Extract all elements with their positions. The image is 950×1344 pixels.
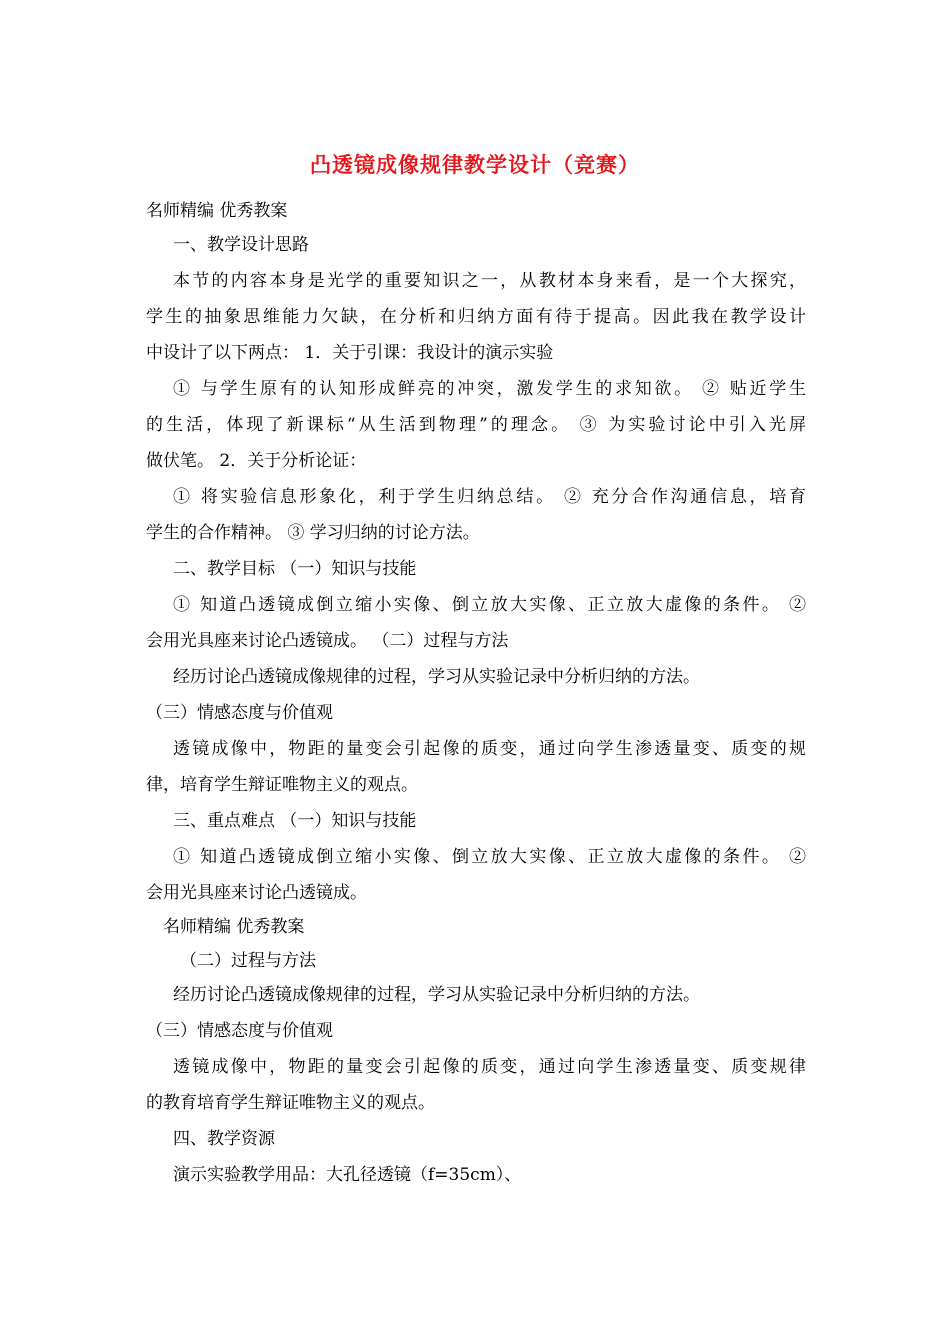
paragraph-line: 经历讨论凸透镜成像规律的过程，学习从实验记录中分析归纳的方法。 [173,667,700,687]
section-heading: 二、教学目标 （一）知识与技能 [173,559,417,579]
header-note: 名师精编 优秀教案 [163,917,305,937]
paragraph-line: 会用光具座来讨论凸透镜成。 （二）过程与方法 [146,631,509,651]
paragraph-line: 学生的抽象思维能力欠缺，在分析和归纳方面有待于提高。因此我在教学设计 [146,307,806,327]
paragraph-line: ① 将实验信息形象化，利于学生归纳总结。 ② 充分合作沟通信息，培育 [173,487,806,507]
paragraph-line: 演示实验教学用品：大孔径透镜（f=35cm）、 [173,1165,522,1185]
subsection-heading: （三）情感态度与价值观 [146,1021,333,1041]
paragraph-line: 透镜成像中，物距的量变会引起像的质变，通过向学生渗透量变、质变的规 [173,739,806,759]
subsection-heading: （二）过程与方法 [180,951,316,971]
section-heading: 一、教学设计思路 [173,235,309,255]
paragraph-line: 中设计了以下两点： 1．关于引课：我设计的演示实验 [146,343,554,363]
paragraph-line: 会用光具座来讨论凸透镜成。 [146,883,367,903]
paragraph-line: 的教育培育学生辩证唯物主义的观点。 [146,1093,435,1113]
paragraph-line: 学生的合作精神。 ③ 学习归纳的讨论方法。 [146,523,480,543]
paragraph-line: ① 知道凸透镜成倒立缩小实像、倒立放大实像、正立放大虚像的条件。 ② [173,595,806,615]
paragraph-line: ① 与学生原有的认知形成鲜亮的冲突，激发学生的求知欲。 ② 贴近学生 [173,379,806,399]
paragraph-line: 律，培育学生辩证唯物主义的观点。 [146,775,418,795]
section-heading: 四、教学资源 [173,1129,275,1149]
paragraph-line: 做伏笔。 2．关于分析论证： [146,451,367,471]
paragraph-line: 的生活，体现了新课标“从生活到物理”的理念。 ③ 为实验讨论中引入光屏 [146,415,806,435]
paragraph-line: 经历讨论凸透镜成像规律的过程，学习从实验记录中分析归纳的方法。 [173,985,700,1005]
header-note: 名师精编 优秀教案 [146,201,288,221]
subsection-heading: （三）情感态度与价值观 [146,703,333,723]
section-heading: 三、重点难点 （一）知识与技能 [173,811,417,831]
paragraph-line: ① 知道凸透镜成倒立缩小实像、倒立放大实像、正立放大虚像的条件。 ② [173,847,806,867]
paragraph-line: 本节的内容本身是光学的重要知识之一，从教材本身来看，是一个大探究， [173,271,806,291]
paragraph-line: 透镜成像中，物距的量变会引起像的质变，通过向学生渗透量变、质变规律 [173,1057,806,1077]
document-title: 凸透镜成像规律教学设计（竞赛） [310,152,640,177]
